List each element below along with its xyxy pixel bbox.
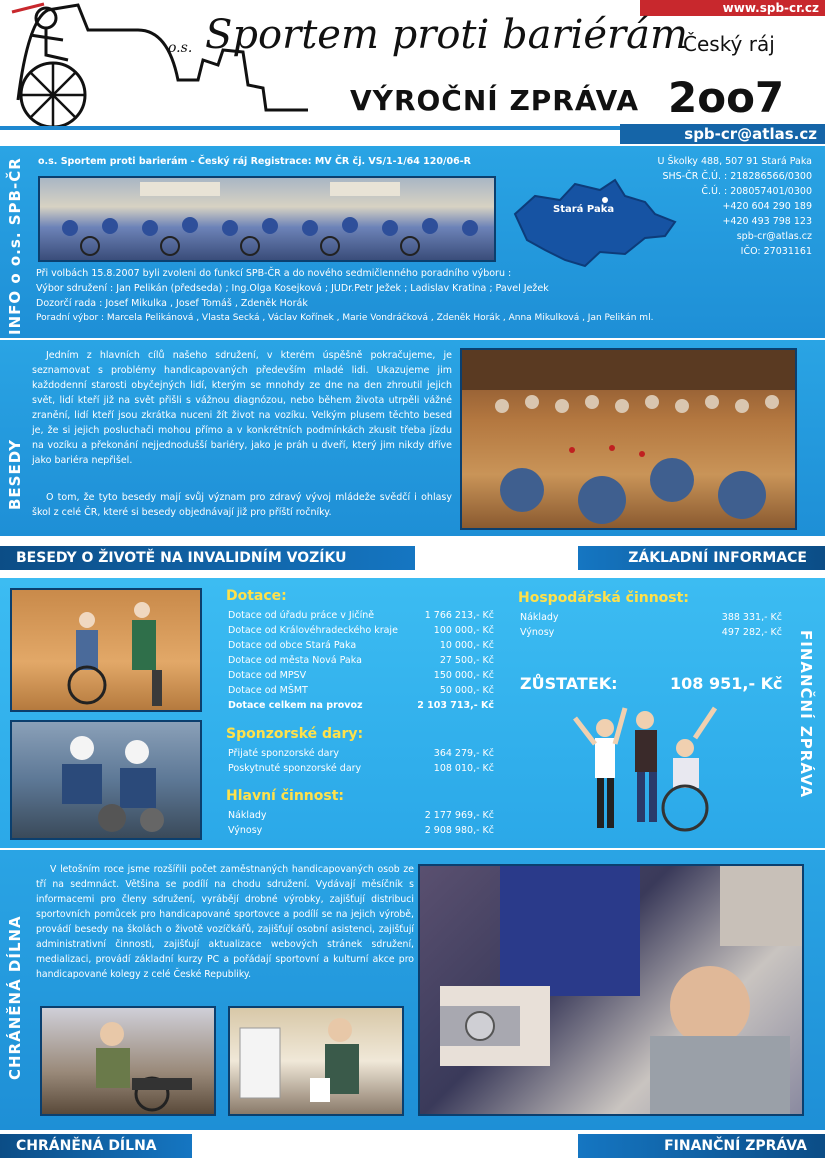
dotace-row bbox=[228, 668, 494, 683]
hlavni-value: 2 177 969,- Kč bbox=[424, 810, 494, 821]
finance-photo-2 bbox=[10, 720, 202, 840]
zustatek-value: 108 951,- Kč bbox=[670, 674, 783, 693]
report-title: VÝROČNÍ ZPRÁVA bbox=[350, 84, 640, 117]
hlavni-row bbox=[228, 823, 494, 838]
hlavni-label: Výnosy bbox=[228, 825, 263, 836]
dotace-label: Dotace od MPSV bbox=[228, 670, 307, 681]
besedy-banner: BESEDY O ŽIVOTĚ NA INVALIDNÍM VOZÍKU bbox=[0, 546, 415, 570]
dotace-row bbox=[228, 623, 494, 638]
besedy-section bbox=[0, 340, 825, 536]
dilna-banner: CHRÁNĚNÁ DÍLNA bbox=[0, 1134, 192, 1158]
finance-photo-2-illustration bbox=[12, 722, 200, 838]
contact-line: +420 493 798 123 bbox=[722, 216, 812, 227]
hosp-row bbox=[520, 625, 782, 640]
region-label: Český ráj bbox=[683, 32, 775, 56]
contact-block bbox=[600, 154, 812, 259]
dotace-value: 1 766 213,- Kč bbox=[424, 610, 494, 621]
besedy-photo bbox=[460, 348, 797, 530]
board-list bbox=[36, 266, 816, 326]
besedy-paragraph-2: O tom, že tyto besedy mají svůj význam pro zdravý vývoj mládeže svědčí i ohlasy škol z celé ČR, které si besedy objednávají již pro příští ročníky. bbox=[32, 492, 452, 518]
registration-line: o.s. Sportem proti barierám - Český ráj Registrace: MV ČR čj. VS/1-1/64 120/06-R bbox=[38, 156, 471, 167]
contact-line: +420 604 290 189 bbox=[722, 201, 812, 212]
finance-side-label: FINANČNÍ ZPRÁVA bbox=[797, 630, 815, 799]
dotace-value: 100 000,- Kč bbox=[433, 625, 494, 636]
hosp-heading: Hospodářská činnost: bbox=[518, 590, 689, 606]
info-section bbox=[0, 146, 825, 338]
dotace-label: Dotace od úřadu práce v Jičíně bbox=[228, 610, 375, 621]
zustatek-label: ZŮSTATEK: bbox=[520, 674, 618, 693]
map-city-label: Stará Paka bbox=[553, 204, 615, 215]
board-line: Dozorčí rada : Josef Mikulka , Josef Tomáš , Zdeněk Horák bbox=[36, 298, 308, 309]
hlavni-row bbox=[228, 808, 494, 823]
team-photo-illustration bbox=[40, 178, 494, 260]
dilna-photo-1 bbox=[40, 1006, 216, 1116]
dilna-side-label: CHRÁNĚNÁ DÍLNA bbox=[6, 915, 24, 1080]
dary-table bbox=[228, 746, 494, 776]
dotace-row bbox=[228, 653, 494, 668]
org-prefix: o.s. bbox=[168, 40, 193, 56]
dilna-section bbox=[0, 850, 825, 1130]
contact-line: IČO: 27031161 bbox=[740, 246, 812, 257]
finance-photo-1-illustration bbox=[12, 590, 200, 710]
dilna-photo-1-illustration bbox=[42, 1008, 214, 1114]
dilna-paragraph: V letošním roce jsme rozšířili počet zaměstnaných handicapovaných osob ze tří na sedmnáct. Většina se podílí na chodu sdružení. Vydávají měsíčník s informacemi pro členy sdružení, vyrábějí drobné výrobky, zajišťují distribuci sportovních pomůcek pro handicapované sportovce a podílí se na jejich výrobě, provádí besedy na školách o životě vozíčkářů, zajišťují osobní asistenci, zajišťují administrativní činnosti, zajišťují aktualizace webových stránek sdružení, medializaci, provádí základní kurzy PC a pořádají sportovní a kulturní akce pro handicapované kolegy z celé České Republiky. bbox=[36, 864, 414, 980]
hlavni-heading: Hlavní činnost: bbox=[226, 788, 345, 804]
contact-line: Č.Ú. : 208057401/0300 bbox=[701, 186, 812, 197]
dary-value: 364 279,- Kč bbox=[433, 748, 494, 759]
dilna-photo-2 bbox=[228, 1006, 404, 1116]
dotace-value: 10 000,- Kč bbox=[439, 640, 494, 651]
dotace-value: 27 500,- Kč bbox=[439, 655, 494, 666]
team-photo bbox=[38, 176, 496, 262]
besedy-side-label: BESEDY bbox=[6, 439, 24, 510]
dilna-photo-main bbox=[418, 864, 804, 1116]
dotace-table bbox=[228, 608, 494, 713]
hosp-label: Výnosy bbox=[520, 627, 555, 638]
dotace-value: 2 103 713,- Kč bbox=[417, 700, 494, 711]
dotace-row bbox=[228, 638, 494, 653]
dary-row bbox=[228, 746, 494, 761]
header bbox=[0, 0, 825, 146]
finance-banner: FINANČNÍ ZPRÁVA bbox=[578, 1134, 825, 1158]
dotace-label: Dotace od města Nová Paka bbox=[228, 655, 362, 666]
hosp-value: 497 282,- Kč bbox=[721, 627, 782, 638]
dotace-value: 50 000,- Kč bbox=[439, 685, 494, 696]
dary-label: Přijaté sponzorské dary bbox=[228, 748, 340, 759]
dotace-heading: Dotace: bbox=[226, 588, 287, 604]
hlavni-table bbox=[228, 808, 494, 838]
info-side-label: INFO o o.s. SPB-ČR bbox=[6, 157, 24, 335]
dotace-row bbox=[228, 608, 494, 623]
dilna-photo-2-illustration bbox=[230, 1008, 402, 1114]
board-line: Výbor sdružení : Jan Pelikán (předseda) ; Ing.Olga Kosejková ; JUDr.Petr Ježek ; Ladislav Kratina ; Pavel Ježek bbox=[36, 283, 549, 294]
hlavni-label: Náklady bbox=[228, 810, 267, 821]
dotace-label: Dotace od Královéhradeckého kraje bbox=[228, 625, 398, 636]
hlavni-value: 2 908 980,- Kč bbox=[424, 825, 494, 836]
board-line: Při volbách 15.8.2007 byli zvoleni do funkcí SPB-ČR a do nového sedmičlenného poradního výboru : bbox=[36, 268, 512, 279]
hosp-table bbox=[520, 610, 782, 640]
besedy-paragraph-1: Jedním z hlavních cílů našeho sdružení, v kterém úspěšně pokračujeme, je seznamovat s problémy handicapovaných především mladé lidi. Ukazujeme jim každodenní starosti obyčejných lidí, kterým se mnohdy ze dne na den zhroutil jejich svět, lidí kteří již na svět přišli s vážnou diagnózou, nebo během života utrpěli vážné zranění, lidí kteří jsou zkrátka nuceni žít život na vozíku. Velkým plusem těchto besed je, že si jejich posluchači mohou přímo a v konkrétních podmínkách zkusit třeba jízdu na vozíku a překonání nejjednodušší bariéry, jako je práh u dveří, který jim nikdy dříve jako bariéra nepřišel. bbox=[32, 350, 452, 466]
dary-heading: Sponzorské dary: bbox=[226, 726, 364, 742]
contact-line: SHS-ČR Č.Ú. : 218286566/0300 bbox=[662, 171, 812, 182]
website-url[interactable]: www.spb-cr.cz bbox=[640, 0, 825, 16]
hosp-label: Náklady bbox=[520, 612, 559, 623]
dotace-value: 150 000,- Kč bbox=[433, 670, 494, 681]
email-link[interactable]: spb-cr@atlas.cz bbox=[620, 124, 825, 144]
dary-row bbox=[228, 761, 494, 776]
dotace-label: Dotace od obce Stará Paka bbox=[228, 640, 357, 651]
hosp-row bbox=[520, 610, 782, 625]
dary-label: Poskytnuté sponzorské dary bbox=[228, 763, 362, 774]
dotace-row bbox=[228, 683, 494, 698]
dotace-label: Dotace celkem na provoz bbox=[228, 700, 363, 711]
contact-line[interactable]: spb-cr@atlas.cz bbox=[736, 231, 812, 242]
dilna-photo-main-illustration bbox=[420, 866, 802, 1114]
besedy-photo-illustration bbox=[462, 350, 795, 528]
zakladni-info-banner: ZÁKLADNÍ INFORMACE bbox=[578, 546, 825, 570]
org-name: Sportem proti bariérám bbox=[205, 12, 688, 58]
hosp-value: 388 331,- Kč bbox=[721, 612, 782, 623]
board-line: Poradní výbor : Marcela Pelikánová , Vlasta Secká , Václav Kořínek , Marie Vondráčková , Zdeněk Horák , Anna Mikulková , Jan Pelikán ml. bbox=[36, 313, 654, 323]
contact-line: U Školky 488, 507 91 Stará Paka bbox=[657, 156, 812, 167]
dary-value: 108 010,- Kč bbox=[433, 763, 494, 774]
dancers-illustration bbox=[565, 698, 745, 843]
dotace-total-row bbox=[228, 698, 494, 713]
report-year: 2oo7 bbox=[668, 73, 785, 122]
dotace-label: Dotace od MŠMT bbox=[228, 685, 308, 696]
finance-section bbox=[0, 578, 825, 848]
finance-photo-1 bbox=[10, 588, 202, 712]
